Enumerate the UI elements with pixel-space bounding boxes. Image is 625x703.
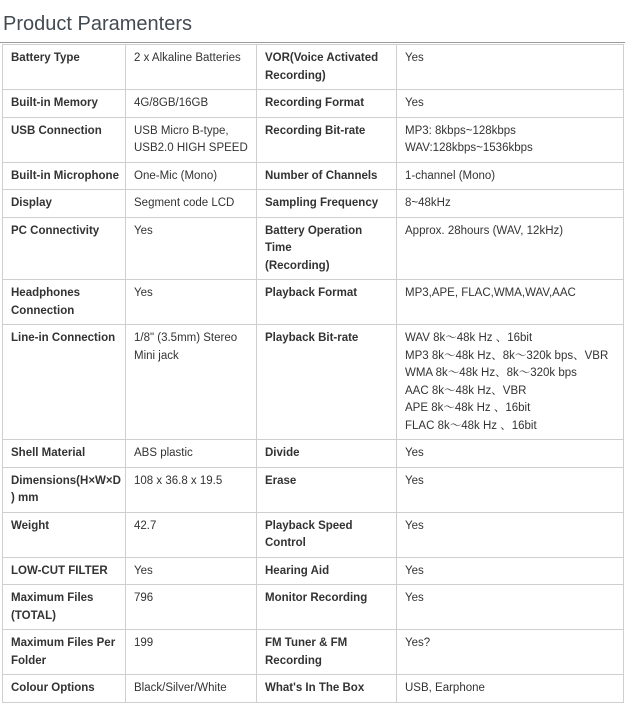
parameter-value: Approx. 28hours (WAV, 12kHz) (397, 217, 624, 280)
parameter-value: Yes? (397, 630, 624, 675)
parameter-name: Number of Channels (257, 162, 397, 190)
parameter-name: FM Tuner & FM Recording (257, 630, 397, 675)
parameter-value: MP3,APE, FLAC,WMA,WAV,AAC (397, 280, 624, 325)
table-row (3, 90, 624, 118)
parameter-value: Yes (397, 585, 624, 630)
parameter-value: Yes (397, 45, 624, 90)
table-row (3, 162, 624, 190)
parameter-value: 796 (126, 585, 257, 630)
table-row (3, 585, 624, 630)
parameter-name: Monitor Recording (257, 585, 397, 630)
parameter-value: Yes (397, 557, 624, 585)
table-row (3, 217, 624, 280)
parameters-table (2, 44, 624, 703)
parameter-name: Maximum Files Per Folder (3, 630, 126, 675)
table-row (3, 512, 624, 557)
parameter-name: Colour Options (3, 675, 126, 703)
parameter-name: Display (3, 190, 126, 218)
table-row (3, 117, 624, 162)
parameter-name: Built-in Microphone (3, 162, 126, 190)
parameter-name: Playback Speed Control (257, 512, 397, 557)
parameter-value: Yes (397, 512, 624, 557)
parameter-name: Playback Format (257, 280, 397, 325)
parameter-name: Recording Bit-rate (257, 117, 397, 162)
parameter-name: USB Connection (3, 117, 126, 162)
table-row (3, 190, 624, 218)
parameter-value: Yes (397, 90, 624, 118)
parameter-value: USB Micro B-type, USB2.0 HIGH SPEED (126, 117, 257, 162)
parameter-name: Headphones Connection (3, 280, 126, 325)
parameter-value: 2 x Alkaline Batteries (126, 45, 257, 90)
parameter-value: 199 (126, 630, 257, 675)
table-row (3, 467, 624, 512)
table-row (3, 630, 624, 675)
table-row (3, 45, 624, 90)
parameter-name: Battery Operation Time (Recording) (257, 217, 397, 280)
title-divider (0, 42, 625, 43)
parameter-value: Yes (126, 280, 257, 325)
parameter-name: Shell Material (3, 440, 126, 468)
parameter-name: Dimensions(H×W×D ) mm (3, 467, 126, 512)
parameter-name: Weight (3, 512, 126, 557)
table-row (3, 440, 624, 468)
parameter-value: WAV 8k～48k Hz 、16bit MP3 8k～48k Hz、8k～320k bps、VBR WMA 8k～48k Hz、8k～320k bps AAC 8k～48k Hz、VBR APE 8k～48k Hz 、16bit FLAC 8k～48k Hz 、16bit (397, 325, 624, 440)
parameter-name: Hearing Aid (257, 557, 397, 585)
parameter-value: Black/Silver/White (126, 675, 257, 703)
parameter-name: Divide (257, 440, 397, 468)
parameter-value: Segment code LCD (126, 190, 257, 218)
parameter-name: Line-in Connection (3, 325, 126, 440)
table-row (3, 325, 624, 440)
parameter-value: 1/8" (3.5mm) Stereo Mini jack (126, 325, 257, 440)
parameters-table-body (3, 45, 624, 703)
parameter-value: Yes (397, 440, 624, 468)
parameter-value: Yes (126, 557, 257, 585)
parameter-value: 8~48kHz (397, 190, 624, 218)
parameter-value: Yes (397, 467, 624, 512)
parameter-value: 4G/8GB/16GB (126, 90, 257, 118)
parameter-name: PC Connectivity (3, 217, 126, 280)
parameter-value: ABS plastic (126, 440, 257, 468)
table-row (3, 675, 624, 703)
parameter-name: Sampling Frequency (257, 190, 397, 218)
parameter-name: Maximum Files (TOTAL) (3, 585, 126, 630)
parameter-name: What's In The Box (257, 675, 397, 703)
parameter-value: 1-channel (Mono) (397, 162, 624, 190)
parameter-value: USB, Earphone (397, 675, 624, 703)
parameter-value: 42.7 (126, 512, 257, 557)
table-row (3, 557, 624, 585)
parameter-value: 108 x 36.8 x 19.5 (126, 467, 257, 512)
page-title: Product Paramenters (3, 13, 192, 35)
parameter-name: Erase (257, 467, 397, 512)
parameter-value: One-Mic (Mono) (126, 162, 257, 190)
parameter-name: LOW-CUT FILTER (3, 557, 126, 585)
parameter-value: Yes (126, 217, 257, 280)
parameter-name: Battery Type (3, 45, 126, 90)
parameter-name: Built-in Memory (3, 90, 126, 118)
parameter-name: Recording Format (257, 90, 397, 118)
parameter-name: VOR(Voice Activated Recording) (257, 45, 397, 90)
parameter-name: Playback Bit-rate (257, 325, 397, 440)
parameter-value: MP3: 8kbps~128kbps WAV:128kbps~1536kbps (397, 117, 624, 162)
table-row (3, 280, 624, 325)
